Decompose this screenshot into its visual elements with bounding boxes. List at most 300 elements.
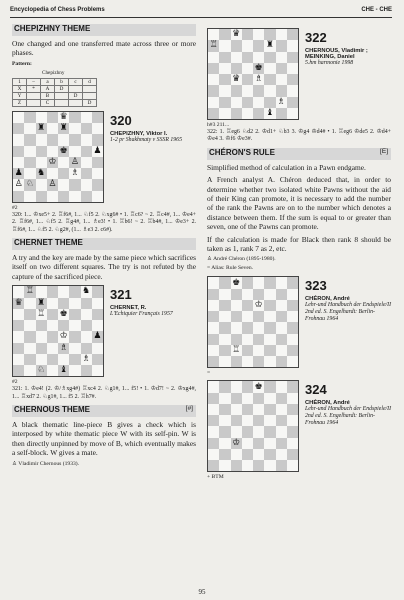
board-square xyxy=(208,415,219,426)
pattern-cell xyxy=(83,92,97,99)
board-square xyxy=(208,63,219,74)
cheron-reference: ♙ André Chéron (1895-1980). xyxy=(207,256,276,263)
board-square xyxy=(253,449,264,460)
board-square xyxy=(219,381,230,392)
board-square xyxy=(264,426,275,437)
pattern-row xyxy=(13,78,97,85)
board-square xyxy=(58,179,69,190)
board-square xyxy=(287,63,298,74)
board-square xyxy=(242,29,253,40)
board-square xyxy=(47,191,58,202)
pattern-cell: B xyxy=(41,92,55,99)
board-square xyxy=(208,289,219,300)
section-heading-chernet xyxy=(12,238,196,250)
board-square xyxy=(208,52,219,63)
board-square xyxy=(253,426,264,437)
board-square xyxy=(231,426,242,437)
board-square xyxy=(264,108,275,119)
chess-piece-icon: ♖ xyxy=(37,308,46,319)
board-square xyxy=(58,157,69,168)
board-square xyxy=(47,298,58,309)
board-square xyxy=(242,74,253,85)
board-square xyxy=(219,108,230,119)
cheron-definition: Simplified method of calculation in a Pawn endgame. xyxy=(207,162,366,172)
board-square xyxy=(276,322,287,333)
board-square xyxy=(231,52,242,63)
board-square xyxy=(69,354,80,365)
board-square xyxy=(242,289,253,300)
board-square xyxy=(264,29,275,40)
chess-piece-icon: ♝ xyxy=(265,107,274,118)
board-square xyxy=(24,331,35,342)
board-square xyxy=(24,157,35,168)
board-square xyxy=(219,289,230,300)
board-square xyxy=(276,426,287,437)
board-square xyxy=(208,322,219,333)
board-square xyxy=(81,134,92,145)
board-square xyxy=(208,300,219,311)
diagram-323 xyxy=(207,276,391,368)
header-rule xyxy=(10,17,392,18)
page-number: 95 xyxy=(198,588,206,596)
board-square xyxy=(287,322,298,333)
board-square xyxy=(208,29,219,40)
diagram-author: CHEPIZHNY, Viktor I. xyxy=(110,130,168,137)
board-square xyxy=(276,356,287,367)
chernous-definition: A black thematic line-piece B gives a check which is interposed by white thematic piece W with its self-pin. W is then directly unpinned by move of B, which eventually makes a self-block. W gives a mate. xyxy=(12,420,196,458)
board-square xyxy=(13,343,24,354)
board-square xyxy=(264,393,275,404)
board-square xyxy=(231,311,242,322)
board-square xyxy=(92,157,103,168)
board-square xyxy=(81,112,92,123)
chess-piece-icon: ♛ xyxy=(59,111,68,122)
board-square xyxy=(287,52,298,63)
board-square xyxy=(24,286,35,297)
chess-piece-icon: ♖ xyxy=(25,286,34,297)
board-square xyxy=(208,438,219,449)
board-square xyxy=(208,108,219,119)
board-square xyxy=(36,354,47,365)
chepizhny-definition: One changed and one transferred mate across three or more phases. xyxy=(12,39,196,58)
diagram-author: CHERNET, R. xyxy=(110,305,147,312)
board-square xyxy=(81,157,92,168)
chess-piece-icon: ♛ xyxy=(14,297,23,308)
chernous-reference: ♙ Vladimir Chernous (1933). xyxy=(12,460,80,467)
pattern-cell: A xyxy=(41,85,55,92)
board-square xyxy=(253,345,264,356)
board-square xyxy=(231,393,242,404)
pattern-cell: b xyxy=(55,78,69,85)
diagram-number: 322 xyxy=(305,30,327,45)
board-square xyxy=(69,157,80,168)
book-title: Encyclopedia of Chess Problems xyxy=(10,7,105,13)
board-square xyxy=(287,277,298,288)
board-square xyxy=(264,85,275,96)
board-square xyxy=(264,40,275,51)
board-square xyxy=(276,289,287,300)
board-square xyxy=(231,40,242,51)
board-square xyxy=(69,179,80,190)
board-square xyxy=(219,449,230,460)
board-square xyxy=(242,63,253,74)
board-square xyxy=(264,277,275,288)
board-square xyxy=(253,300,264,311)
cheron-alias: = Alias: Rule Seven. xyxy=(207,265,254,272)
board-square xyxy=(208,40,219,51)
board-square xyxy=(253,85,264,96)
board-square xyxy=(13,146,24,157)
right-column xyxy=(207,24,391,481)
board-square xyxy=(81,298,92,309)
board-square xyxy=(219,345,230,356)
board-square xyxy=(231,345,242,356)
board-square xyxy=(47,331,58,342)
board-square xyxy=(276,415,287,426)
board-square xyxy=(219,322,230,333)
board-square xyxy=(208,97,219,108)
board-square xyxy=(13,365,24,376)
diagram-320-info xyxy=(110,113,198,144)
board-square xyxy=(47,146,58,157)
board-square xyxy=(208,393,219,404)
board-square xyxy=(231,415,242,426)
chess-piece-icon: ♗ xyxy=(277,96,286,107)
board-square xyxy=(69,123,80,134)
board-square xyxy=(276,300,287,311)
board-square xyxy=(69,309,80,320)
solution-321: 321: 1. ♔e4! (2. ♔/♗xg4#) ♖xc4 2. ♘g1#, 1... f5! • 1. ♔d7! ~ 2. ♔xg4#, 1... ♖xd7 2. ♘g1#, 1... f5 2. ♖h7#. xyxy=(12,386,196,400)
board-square xyxy=(219,426,230,437)
board-square xyxy=(69,191,80,202)
board-square xyxy=(92,309,103,320)
board-square xyxy=(242,334,253,345)
board-square xyxy=(81,309,92,320)
pattern-table xyxy=(12,78,97,107)
chess-piece-icon: ♔ xyxy=(232,437,241,448)
board-square xyxy=(242,52,253,63)
diagram-source: 5.hm harmonie 1998 xyxy=(305,60,354,66)
section-title: CHERNOUS THEME xyxy=(14,405,91,415)
pattern-cell: – xyxy=(27,78,41,85)
diagram-source: L'Echiquier Français 1957 xyxy=(110,311,173,318)
board-square xyxy=(24,298,35,309)
board-square xyxy=(253,334,264,345)
chess-piece-icon: ♚ xyxy=(254,381,263,392)
board-square xyxy=(253,404,264,415)
chess-piece-icon: ♔ xyxy=(48,156,57,167)
board-square xyxy=(24,191,35,202)
chess-piece-icon: ♗ xyxy=(82,353,91,364)
pattern-cell xyxy=(83,85,97,92)
diagram-320 xyxy=(12,111,196,203)
pattern-cell: Z xyxy=(13,99,27,106)
board-square xyxy=(287,289,298,300)
board-square xyxy=(47,123,58,134)
board-square xyxy=(242,381,253,392)
chess-piece-icon: ♗ xyxy=(254,74,263,85)
chess-piece-icon: ♞ xyxy=(82,286,91,297)
pattern-cell: X xyxy=(13,85,27,92)
board-square xyxy=(276,311,287,322)
board-square xyxy=(219,356,230,367)
pattern-cell: d xyxy=(83,78,97,85)
board-square xyxy=(264,404,275,415)
board-square xyxy=(47,343,58,354)
board-square xyxy=(36,168,47,179)
chess-piece-icon: ♚ xyxy=(59,308,68,319)
board-square xyxy=(47,179,58,190)
chess-piece-icon: ♚ xyxy=(254,62,263,73)
board-square xyxy=(253,29,264,40)
board-square xyxy=(231,404,242,415)
board-square xyxy=(81,331,92,342)
section-title: CHERNET THEME xyxy=(14,238,83,248)
board-square xyxy=(47,112,58,123)
board-square xyxy=(13,168,24,179)
board-square xyxy=(36,179,47,190)
section-heading-cheron xyxy=(207,148,391,160)
pattern-cell: a xyxy=(41,78,55,85)
board-square xyxy=(13,320,24,331)
board-square xyxy=(13,123,24,134)
board-square xyxy=(287,404,298,415)
board-square xyxy=(81,343,92,354)
board-square xyxy=(231,381,242,392)
board-square xyxy=(92,286,103,297)
chess-piece-icon: ♗ xyxy=(59,342,68,353)
board-square xyxy=(36,191,47,202)
section-heading-chepizhny xyxy=(12,24,196,36)
chess-piece-icon: ♘ xyxy=(25,179,34,190)
board-square xyxy=(36,146,47,157)
board-square xyxy=(264,74,275,85)
board-square xyxy=(36,112,47,123)
board-square xyxy=(242,40,253,51)
board-square xyxy=(47,320,58,331)
board-square xyxy=(24,168,35,179)
diagram-author: CHERNOUS, Vladimir ; MEINKING, Daniel xyxy=(305,48,368,60)
board-square xyxy=(264,63,275,74)
board-square xyxy=(81,320,92,331)
board-square xyxy=(58,309,69,320)
board-square xyxy=(231,289,242,300)
chessboard-321 xyxy=(12,285,104,377)
diagram-323-info xyxy=(305,278,393,323)
diagram-number: 321 xyxy=(110,287,132,303)
board-square xyxy=(276,449,287,460)
board-square xyxy=(47,134,58,145)
board-square xyxy=(58,112,69,123)
pattern-cell: D xyxy=(69,92,83,99)
board-square xyxy=(13,157,24,168)
pattern-title: Chepizhny xyxy=(42,69,65,76)
pattern-cell: 1 xyxy=(13,78,27,85)
board-square xyxy=(47,168,58,179)
board-square xyxy=(253,97,264,108)
board-square xyxy=(36,134,47,145)
board-square xyxy=(81,286,92,297)
board-square xyxy=(242,311,253,322)
board-square xyxy=(208,334,219,345)
board-square xyxy=(58,168,69,179)
board-square xyxy=(24,354,35,365)
board-square xyxy=(219,63,230,74)
diagram-author: CHÉRON, André xyxy=(305,400,350,407)
board-square xyxy=(231,449,242,460)
section-code: [#] xyxy=(185,405,193,413)
board-square xyxy=(92,168,103,179)
board-square xyxy=(92,146,103,157)
chess-piece-icon: ♗ xyxy=(70,168,79,179)
diagram-source: Lehr-und Handbuch der Endspiele/II 2nd ed. S. Engelhardt: Berlin-Frohnau 1964 xyxy=(305,406,392,427)
stipulation-323: = xyxy=(207,370,211,377)
board-square xyxy=(287,85,298,96)
board-square xyxy=(36,298,47,309)
board-square xyxy=(36,320,47,331)
board-square xyxy=(253,438,264,449)
board-square xyxy=(81,146,92,157)
board-square xyxy=(81,123,92,134)
board-square xyxy=(208,74,219,85)
board-square xyxy=(69,146,80,157)
board-square xyxy=(36,331,47,342)
board-square xyxy=(276,29,287,40)
board-square xyxy=(287,449,298,460)
board-square xyxy=(58,343,69,354)
chessboard-324 xyxy=(207,380,299,472)
board-square xyxy=(92,320,103,331)
board-square xyxy=(264,97,275,108)
pattern-cell xyxy=(27,99,41,106)
board-square xyxy=(208,345,219,356)
board-square xyxy=(276,393,287,404)
board-square xyxy=(219,52,230,63)
board-square xyxy=(264,460,275,471)
board-square xyxy=(276,334,287,345)
board-square xyxy=(231,97,242,108)
board-square xyxy=(219,393,230,404)
board-square xyxy=(253,108,264,119)
board-square xyxy=(219,277,230,288)
diagram-number: 320 xyxy=(110,112,132,128)
board-square xyxy=(231,29,242,40)
board-square xyxy=(264,52,275,63)
board-square xyxy=(24,134,35,145)
board-square xyxy=(231,108,242,119)
board-square xyxy=(58,365,69,376)
board-square xyxy=(69,134,80,145)
board-square xyxy=(264,438,275,449)
board-square xyxy=(287,426,298,437)
section-code: [E] xyxy=(380,147,388,155)
board-square xyxy=(231,460,242,471)
board-square xyxy=(36,343,47,354)
board-square xyxy=(287,40,298,51)
pattern-cell xyxy=(55,92,69,99)
board-square xyxy=(253,311,264,322)
pattern-cell xyxy=(69,85,83,92)
board-square xyxy=(219,85,230,96)
board-square xyxy=(69,343,80,354)
board-square xyxy=(276,52,287,63)
board-square xyxy=(231,74,242,85)
board-square xyxy=(231,277,242,288)
board-square xyxy=(276,85,287,96)
board-square xyxy=(58,354,69,365)
board-square xyxy=(92,112,103,123)
board-square xyxy=(253,322,264,333)
cheron-black-note: If the calculation is made for Black then rank 8 should be taken as 1, rank 7 as 2, etc. xyxy=(207,234,391,254)
diagram-322 xyxy=(207,28,391,120)
board-square xyxy=(13,331,24,342)
board-square xyxy=(287,438,298,449)
board-square xyxy=(219,300,230,311)
pattern-cell: * xyxy=(27,85,41,92)
board-square xyxy=(219,334,230,345)
board-square xyxy=(242,415,253,426)
chess-piece-icon: ♜ xyxy=(37,297,46,308)
board-square xyxy=(253,277,264,288)
board-square xyxy=(219,311,230,322)
chess-piece-icon: ♟ xyxy=(14,168,23,179)
board-square xyxy=(92,354,103,365)
board-square xyxy=(287,311,298,322)
board-square xyxy=(287,108,298,119)
pattern-cell: D xyxy=(83,99,97,106)
board-square xyxy=(242,426,253,437)
section-title: CHÉRON'S RULE xyxy=(209,147,275,157)
board-square xyxy=(24,365,35,376)
board-square xyxy=(92,179,103,190)
board-square xyxy=(208,426,219,437)
board-square xyxy=(219,438,230,449)
board-square xyxy=(81,179,92,190)
chess-piece-icon: ♟ xyxy=(93,145,102,156)
board-square xyxy=(81,191,92,202)
board-square xyxy=(253,289,264,300)
board-square xyxy=(47,286,58,297)
board-square xyxy=(276,108,287,119)
board-square xyxy=(69,365,80,376)
board-square xyxy=(276,381,287,392)
board-square xyxy=(58,123,69,134)
board-square xyxy=(276,277,287,288)
chess-piece-icon: ♘ xyxy=(37,365,46,376)
board-square xyxy=(231,322,242,333)
board-square xyxy=(92,298,103,309)
board-square xyxy=(287,300,298,311)
board-square xyxy=(219,415,230,426)
board-square xyxy=(13,309,24,320)
board-square xyxy=(287,334,298,345)
board-square xyxy=(92,343,103,354)
board-square xyxy=(242,356,253,367)
board-square xyxy=(264,415,275,426)
pattern-row xyxy=(13,92,97,99)
board-square xyxy=(253,415,264,426)
board-square xyxy=(276,404,287,415)
board-square xyxy=(231,438,242,449)
board-square xyxy=(47,365,58,376)
board-square xyxy=(276,438,287,449)
board-square xyxy=(13,191,24,202)
pattern-cell: Y xyxy=(13,92,27,99)
board-square xyxy=(58,286,69,297)
board-square xyxy=(264,334,275,345)
board-square xyxy=(92,191,103,202)
board-square xyxy=(242,404,253,415)
